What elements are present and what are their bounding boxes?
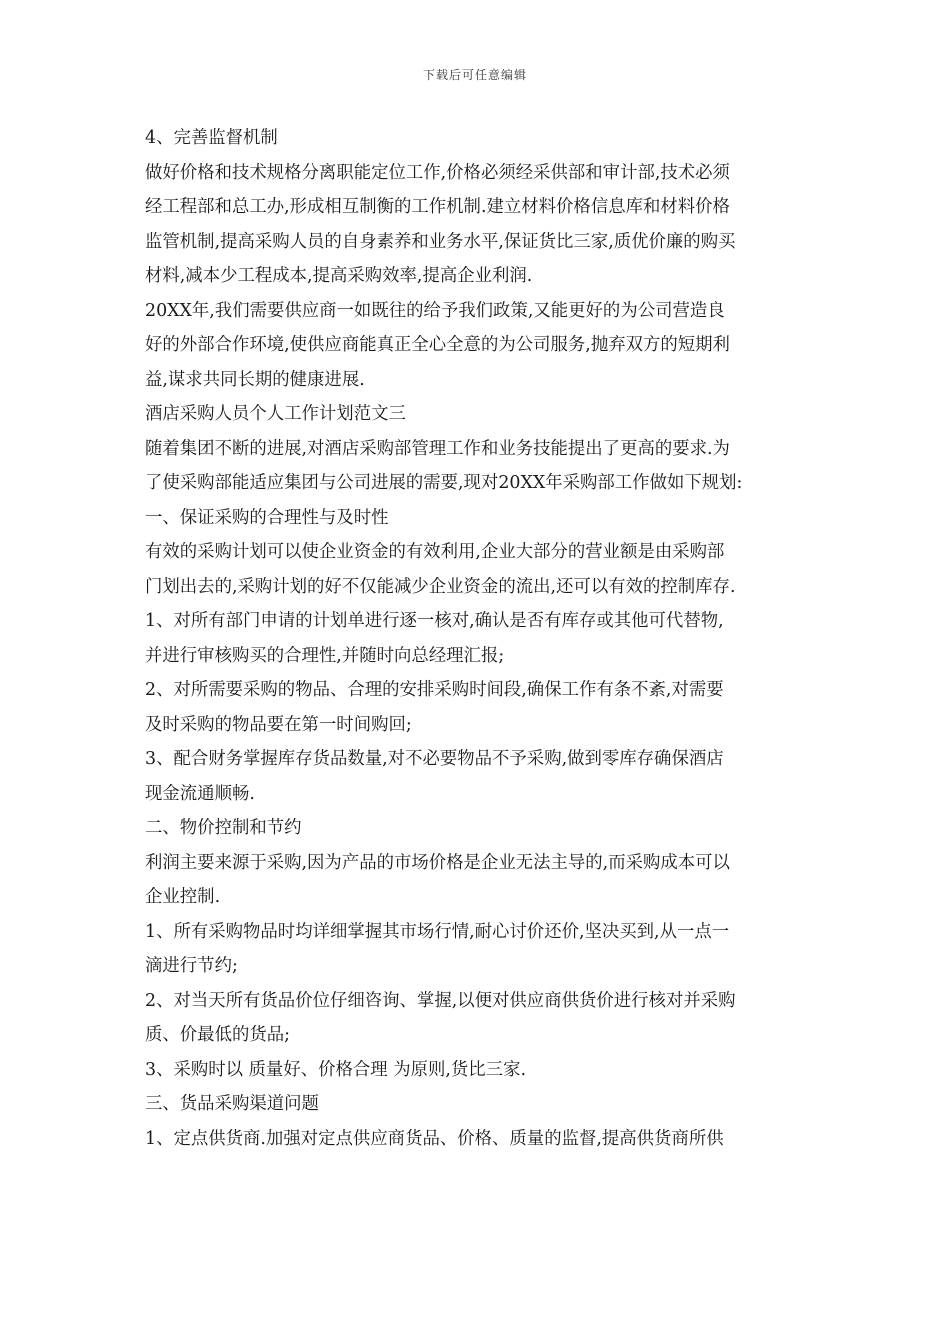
text-line: 及时采购的物品要在第一时间购回; — [145, 714, 412, 735]
text-line: 3、采购时以 质量好、价格合理 为原则,货比三家. — [145, 1059, 526, 1080]
text-line: 二、物价控制和节约 — [145, 818, 302, 838]
text-line: 滴进行节约; — [145, 956, 238, 976]
text-line: 1、所有采购物品时均详细掌握其市场行情,耐心讨价还价,坚决买到,从一点一 — [145, 921, 730, 942]
text-line: 2、对当天所有货品价位仔细咨询、掌握,以便对供应商供货价进行核对并采购 — [145, 990, 736, 1011]
text-line: 益,谋求共同长期的健康进展. — [145, 369, 365, 390]
text-line: 20XX年,我们需要供应商一如既往的给予我们政策,又能更好的为公司营造良 — [145, 300, 725, 321]
text-line: 有效的采购计划可以使企业资金的有效利用,企业大部分的营业额是由采购部 — [145, 542, 725, 562]
text-line: 经工程部和总工办,形成相互制衡的工作机制.建立材料价格信息库和材料价格 — [145, 197, 730, 217]
text-line: 一、保证采购的合理性与及时性 — [145, 507, 389, 528]
text-line: 酒店采购人员个人工作计划范文三 — [145, 404, 406, 424]
text-line: 并进行审核购买的合理性,并随时向总经理汇报; — [145, 645, 505, 666]
text-line: 2、对所需要采购的物品、合理的安排采购时间段,确保工作有条不紊,对需要 — [145, 680, 724, 700]
text-line: 随着集团不断的进展,对酒店采购部管理工作和业务技能提出了更高的要求.为 — [145, 438, 730, 459]
text-line: 3、配合财务掌握库存货品数量,对不必要物品不予采购,做到零库存确保酒店 — [145, 749, 724, 769]
text-line: 质、价最低的货品; — [145, 1025, 290, 1045]
text-line: 好的外部合作环境,使供应商能真正全心全意的为公司服务,抛弃双方的短期利 — [145, 335, 730, 355]
text-line: 1、对所有部门申请的计划单进行逐一核对,确认是否有库存或其他可代替物, — [145, 611, 724, 631]
text-line: 4、完善监督机制 — [145, 128, 278, 148]
text-line: 三、货品采购渠道问题 — [145, 1094, 319, 1114]
text-line: 1、定点供货商.加强对定点供应商货品、价格、质量的监督,提高供货商所供 — [145, 1128, 724, 1149]
text-line: 监管机制,提高采购人员的自身素养和业务水平,保证货比三家,质优价廉的购买 — [145, 231, 736, 252]
document-body — [145, 121, 810, 1156]
text-line: 企业控制. — [145, 887, 221, 907]
page-header: 下载后可任意编辑 — [422, 68, 527, 82]
text-line: 利润主要来源于采购,因为产品的市场价格是企业无法主导的,而采购成本可以 — [145, 852, 730, 873]
text-line: 门划出去的,采购计划的好不仅能减少企业资金的流出,还可以有效的控制库存. — [145, 576, 736, 597]
text-line: 做好价格和技术规格分离职能定位工作,价格必须经采供部和审计部,技术必须 — [145, 162, 730, 183]
text-line: 了使采购部能适应集团与公司进展的需要,现对20XX年采购部工作做如下规划: — [145, 473, 743, 493]
text-line: 材料,减本少工程成本,提高采购效率,提高企业利润. — [145, 266, 533, 286]
text-line: 现金流通顺畅. — [145, 783, 255, 804]
